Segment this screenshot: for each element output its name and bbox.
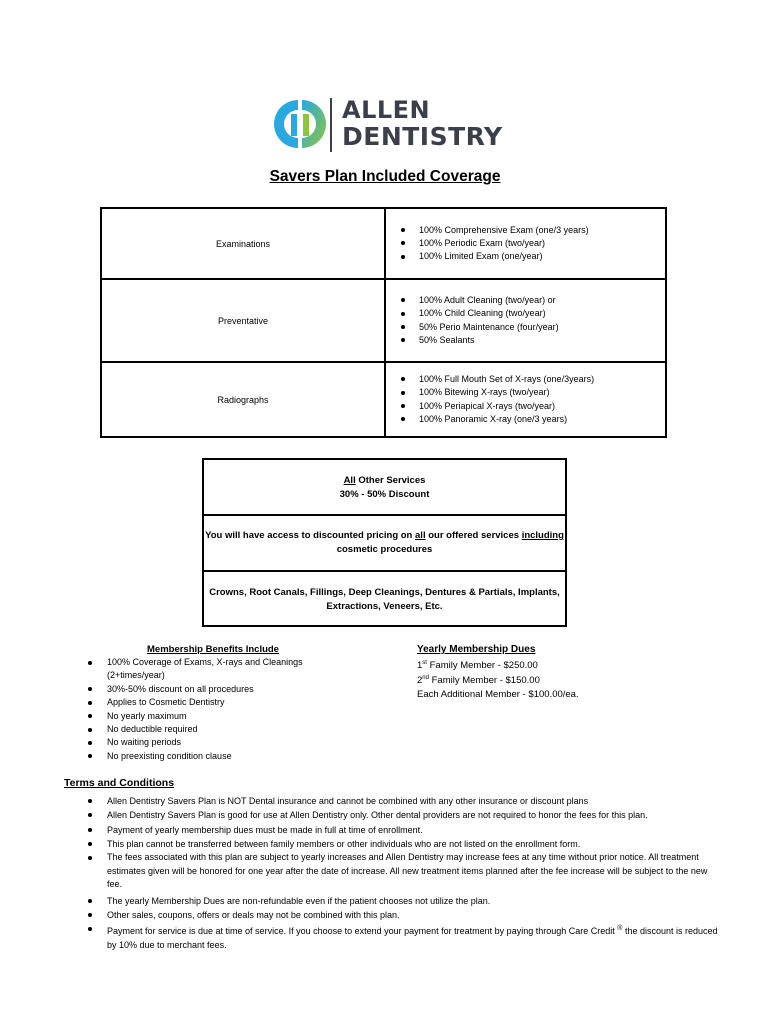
benefits-title: Membership Benefits Include [147, 644, 279, 655]
coverage-label: Examinations [101, 208, 385, 279]
coverage-item: 100% Comprehensive Exam (one/3 years) [401, 224, 665, 237]
terms-item: Payment of yearly membership dues must be made in full at time of enrollment. [88, 823, 718, 837]
coverage-items [385, 362, 666, 437]
dues-line-2: 2nd Family Member - $150.00 [417, 675, 540, 687]
coverage-item: 50% Sealants [401, 334, 665, 347]
coverage-item: 100% Limited Exam (one/year) [401, 250, 665, 263]
coverage-items [385, 208, 666, 279]
benefit-item: No preexisting condition clause [88, 750, 338, 763]
terms-item: Other sales, coupons, offers or deals may not be combined with this plan. [88, 908, 718, 922]
benefit-item: Applies to Cosmetic Dentistry [88, 696, 338, 709]
terms-item: The yearly Membership Dues are non-refundable even if the patient chooses not utilize the plan. [88, 894, 718, 908]
dues-line-1: 1st Family Member - $250.00 [417, 660, 538, 672]
services-list-line: Crowns, Root Canals, Fillings, Deep Cleanings, Dentures & Partials, Implants, [209, 587, 560, 598]
benefit-item: No yearly maximum [88, 710, 338, 723]
coverage-table [100, 207, 667, 438]
terms-item: Allen Dentistry Savers Plan is good for use at Allen Dentistry only. Other dental providers are not required to honor the fees for this plan. [88, 808, 718, 822]
coverage-label: Preventative [101, 279, 385, 362]
terms-item: This plan cannot be transferred between family members or other individuals who are not listed on the enrollment form. [88, 837, 718, 851]
dues-line-3: Each Additional Member - $100.00/ea. [417, 688, 579, 700]
other-services-box [202, 458, 567, 627]
coverage-item: 50% Perio Maintenance (four/year) [401, 321, 665, 334]
coverage-items [385, 279, 666, 362]
allen-dentistry-logo [272, 96, 502, 154]
terms-title: Terms and Conditions [64, 777, 175, 789]
coverage-label: Radiographs [101, 362, 385, 437]
access-all: all [415, 530, 426, 541]
logo-mark-icon [272, 96, 332, 154]
membership-benefits [88, 643, 338, 763]
coverage-row-radiographs [101, 362, 666, 437]
page-title: Savers Plan Included Coverage [269, 168, 501, 185]
registered-mark: ® [617, 925, 623, 933]
coverage-item: 100% Panoramic X-ray (one/3 years) [401, 413, 665, 426]
benefit-item: 30%-50% discount on all procedures [88, 683, 338, 696]
services-list-line: Extractions, Veneers, Etc. [326, 600, 443, 612]
coverage-item: 100% Bitewing X-rays (two/year) [401, 386, 665, 399]
other-services-cell [204, 460, 565, 514]
logo-text-dentistry: DENTISTRY [342, 122, 503, 151]
coverage-item: 100% Periapical X-rays (two/year) [401, 400, 665, 413]
benefit-item: No deductible required [88, 723, 338, 736]
coverage-item: 100% Adult Cleaning (two/year) or [401, 294, 665, 307]
terms-item: Payment for service is due at time of service. If you choose to extend your payment for treatment by paying through Care Credit ® the discount is reduced by 10% due to merchant fees. [88, 922, 718, 952]
benefit-item: 100% Coverage of Exams, X-rays and Cleanings (2+times/year) [88, 656, 322, 683]
access-cell [204, 514, 565, 570]
dues-title: Yearly Membership Dues [417, 644, 536, 655]
access-including: including [521, 530, 564, 541]
access-text-2: our offered services [425, 530, 522, 541]
terms-item: The fees associated with this plan are subject to yearly increases and Allen Dentistry may increase fees at any time without prior notice. All treatment estimates given will be honored for one year after the date of increase. All new treatment items planned after the fee increase will be subject to the new fee. [88, 851, 718, 892]
terms-list [88, 794, 718, 952]
access-text: You will have access to discounted pricing on [205, 530, 416, 541]
services-list-cell [204, 570, 565, 625]
logo-text-allen: ALLEN [342, 96, 431, 124]
coverage-item: 100% Full Mouth Set of X-rays (one/3years) [401, 373, 665, 386]
benefit-item: No waiting periods [88, 736, 338, 749]
terms-item: Allen Dentistry Savers Plan is NOT Dental insurance and cannot be combined with any other insurance or discount plans [88, 794, 718, 808]
other-services-label: Other Services [355, 475, 426, 486]
all-label: All [343, 475, 356, 486]
coverage-item: 100% Child Cleaning (two/year) [401, 307, 665, 320]
coverage-row-preventative [101, 279, 666, 362]
yearly-membership-dues [417, 643, 677, 701]
access-text-3: cosmetic procedures [336, 543, 433, 555]
coverage-item: 100% Periodic Exam (two/year) [401, 237, 665, 250]
discount-label: 30% - 50% Discount [339, 488, 430, 500]
coverage-row-examinations [101, 208, 666, 279]
